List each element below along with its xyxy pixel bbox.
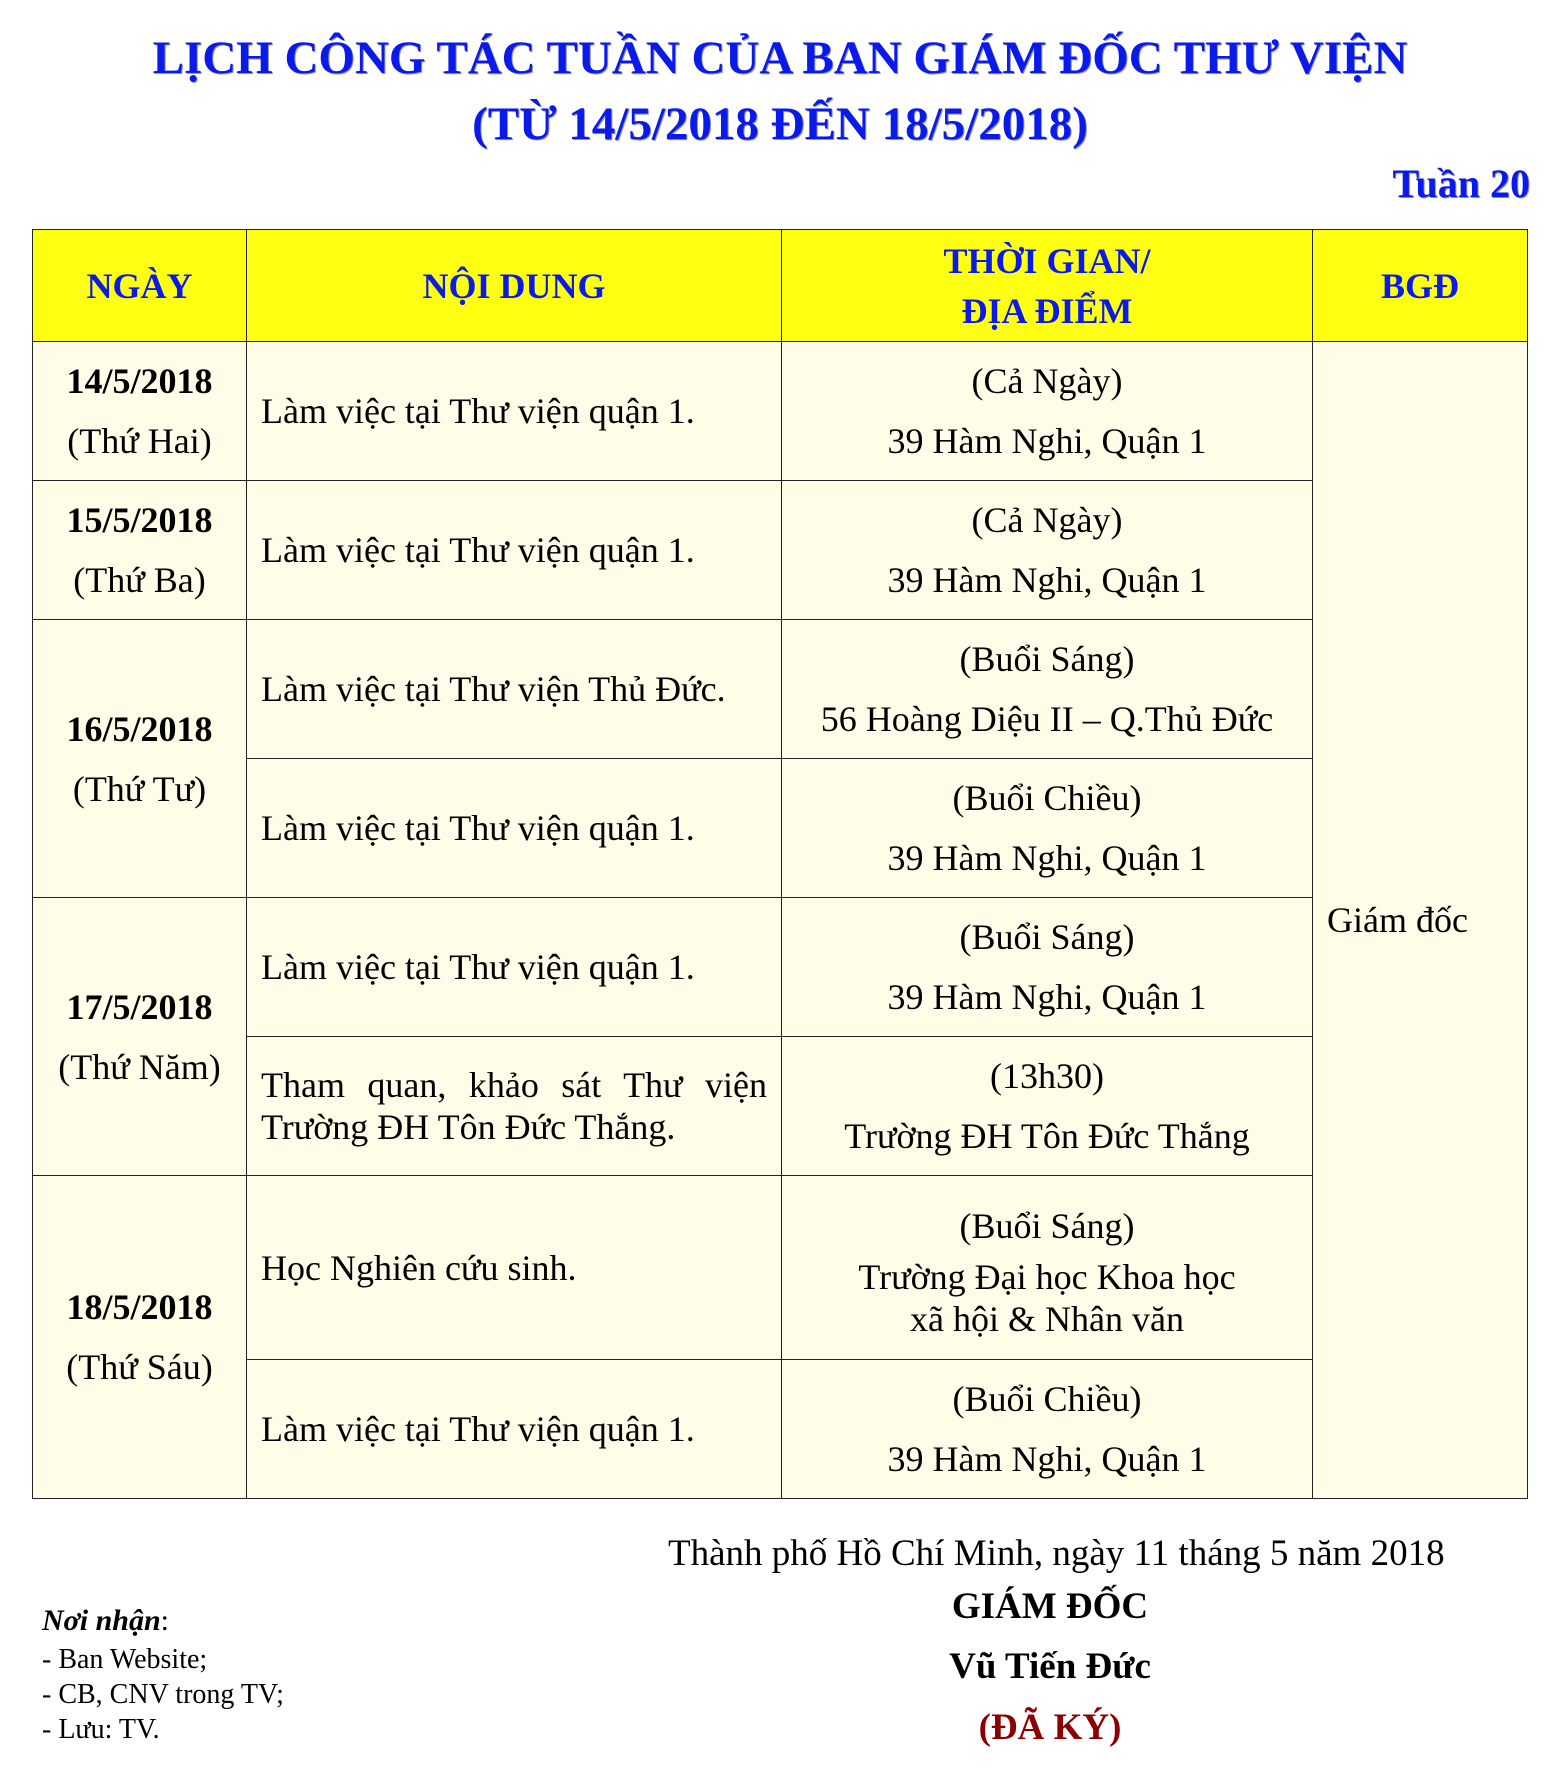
recipient-item: - CB, CNV trong TV;: [42, 1679, 284, 1710]
place: [782, 1256, 1312, 1340]
header-place: ĐỊA ĐIỂM: [961, 290, 1133, 331]
day-date: 15/5/2018: [66, 500, 213, 540]
content-cell: Học Nghiên cứu sinh.: [247, 1176, 782, 1360]
place: 39 Hàm Nghi, Quận 1: [887, 838, 1207, 878]
place: Trường ĐH Tôn Đức Thắng: [844, 1116, 1250, 1156]
content-cell: Làm việc tại Thư viện quận 1.: [247, 759, 782, 898]
day-weekday: (Thứ Năm): [58, 1046, 221, 1087]
header-time: THỜI GIAN/: [943, 240, 1151, 281]
header-day: NGÀY: [33, 230, 247, 342]
time-slot: (Buổi Chiều): [952, 778, 1142, 818]
time-place-cell: [782, 1360, 1313, 1499]
table-row: [33, 1037, 1528, 1176]
time-slot: (13h30): [990, 1056, 1104, 1096]
day-cell: [33, 481, 247, 620]
table-row: [33, 620, 1528, 759]
place: 39 Hàm Nghi, Quận 1: [887, 1439, 1207, 1479]
day-cell: [33, 898, 247, 1176]
content-cell: Làm việc tại Thư viện quận 1.: [247, 481, 782, 620]
day-date: 17/5/2018: [66, 986, 213, 1027]
signed-mark: (ĐÃ KÝ): [978, 1707, 1122, 1748]
bgd-cell: Giám đốc: [1313, 342, 1528, 1499]
day-date: 16/5/2018: [66, 708, 213, 749]
place: 56 Hoàng Diệu II – Q.Thủ Đức: [820, 699, 1274, 739]
table-row: [33, 1360, 1528, 1499]
time-slot: (Cả Ngày): [971, 361, 1123, 401]
place: 39 Hàm Nghi, Quận 1: [887, 560, 1207, 600]
table-row: [33, 342, 1528, 481]
day-weekday: (Thứ Hai): [67, 421, 212, 461]
day-weekday: (Thứ Ba): [73, 560, 206, 600]
header-content: NỘI DUNG: [247, 230, 782, 342]
time-place-cell: [782, 620, 1313, 759]
header-bgd: BGĐ: [1313, 230, 1528, 342]
day-cell: [33, 342, 247, 481]
time-place-cell: [782, 898, 1313, 1037]
day-cell: [33, 620, 247, 898]
day-date: 18/5/2018: [66, 1287, 213, 1327]
content-cell: Làm việc tại Thư viện quận 1.: [247, 898, 782, 1037]
recipient-item: - Lưu: TV.: [42, 1714, 160, 1745]
time-slot: (Buổi Sáng): [959, 639, 1135, 679]
place: 39 Hàm Nghi, Quận 1: [887, 421, 1207, 461]
recipients-title-colon: :: [160, 1604, 169, 1637]
content-cell: Làm việc tại Thư viện quận 1.: [247, 342, 782, 481]
time-place-cell: [782, 481, 1313, 620]
time-slot: (Cả Ngày): [971, 500, 1123, 540]
document-title: LỊCH CÔNG TÁC TUẦN CỦA BAN GIÁM ĐỐC THƯ VIỆN: [152, 32, 1408, 84]
header-time-place: [782, 230, 1313, 342]
time-place-cell: [782, 1037, 1313, 1176]
signer-name: Vũ Tiến Đức: [949, 1646, 1151, 1687]
content-cell: Tham quan, khảo sát Thư viện Trường ĐH Tôn Đức Thắng.: [247, 1037, 782, 1176]
table-header-row: [33, 230, 1528, 342]
content-cell: Làm việc tại Thư viện quận 1.: [247, 1360, 782, 1499]
document-date-range: (TỪ 14/5/2018 ĐẾN 18/5/2018): [472, 98, 1088, 150]
schedule-table: [32, 229, 1528, 1499]
recipient-item: - Ban Website;: [42, 1644, 208, 1675]
time-place-cell: [782, 342, 1313, 481]
day-cell: [33, 1176, 247, 1499]
day-weekday: (Thứ Tư): [72, 768, 207, 809]
place: 39 Hàm Nghi, Quận 1: [887, 977, 1207, 1017]
content-cell: Làm việc tại Thư viện Thủ Đức.: [247, 620, 782, 759]
time-slot: (Buổi Sáng): [959, 917, 1135, 957]
time-slot: (Buổi Chiều): [952, 1379, 1142, 1419]
table-row: [33, 759, 1528, 898]
day-weekday: (Thứ Sáu): [66, 1347, 213, 1387]
place-line-2: xã hội & Nhân văn: [910, 1298, 1184, 1339]
signer-role: GIÁM ĐỐC: [951, 1586, 1149, 1627]
city-date-line: Thành phố Hồ Chí Minh, ngày 11 tháng 5 năm 2018: [668, 1533, 1445, 1574]
time-place-cell: [782, 759, 1313, 898]
time-slot: (Buổi Sáng): [959, 1205, 1135, 1246]
place-line-1: Trường Đại học Khoa học: [858, 1256, 1236, 1297]
recipients-title-text: Nơi nhận: [42, 1604, 161, 1637]
time-place-cell: [782, 1176, 1313, 1360]
day-date: 14/5/2018: [66, 361, 213, 401]
recipients-title: [42, 1604, 169, 1638]
week-number: Tuần 20: [1392, 161, 1530, 206]
table-row: [33, 1176, 1528, 1360]
table-row: [33, 481, 1528, 620]
table-row: [33, 898, 1528, 1037]
